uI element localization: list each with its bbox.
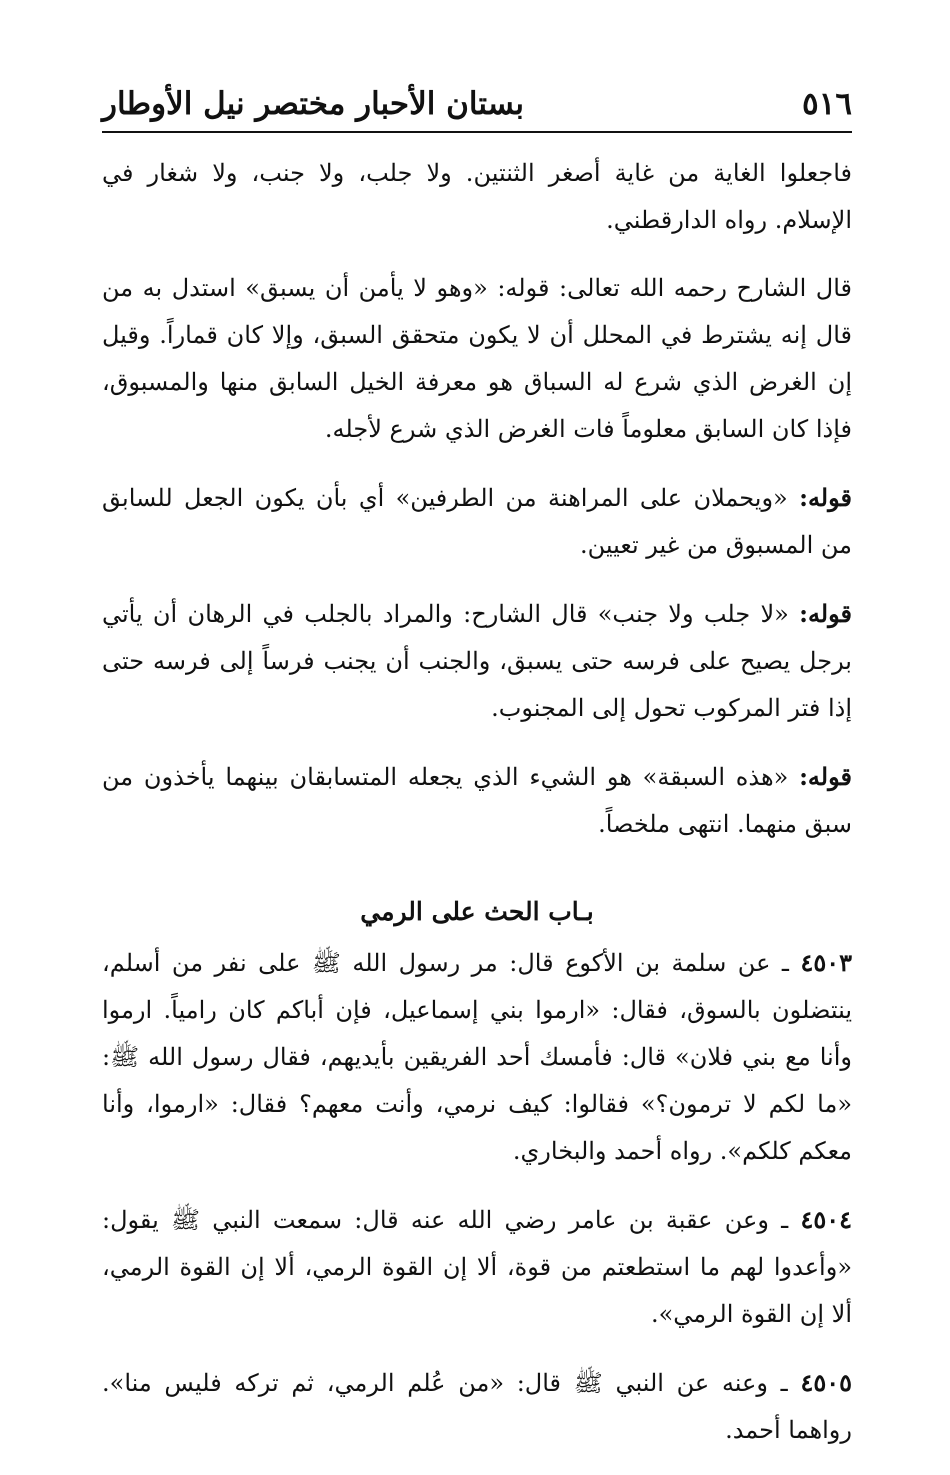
paragraph	[102, 150, 852, 244]
paragraph-text: فاجعلوا الغاية من غاية أصغر الثنتين. ولا جلب، ولا جنب، ولا شغار في الإسلام. رواه الدارقطني.	[102, 159, 852, 234]
running-header	[102, 80, 852, 132]
book-title: بستان الأحبار مختصر نيل الأوطار	[102, 86, 525, 122]
paragraph	[102, 590, 852, 732]
paragraph	[102, 474, 852, 569]
hadith-number: ٤٥٠٥	[800, 1368, 852, 1397]
hadith-entry	[102, 939, 852, 1175]
paragraph-text: «ويحملان على المراهنة من الطرفين» أي بأن يكون الجعل للسابق من المسبوق من غير تعيين.	[102, 484, 852, 559]
header-rule	[102, 131, 852, 133]
paragraph	[102, 265, 852, 453]
paragraph-lead: قوله:	[799, 599, 852, 628]
paragraph-lead: قوله:	[799, 483, 852, 512]
section-heading: بـاب الحث على الرمي	[360, 897, 594, 926]
hadith-number: ٤٥٠٣	[800, 948, 852, 977]
hadith-entry	[102, 1359, 852, 1454]
paragraph-text: «هذه السبقة» هو الشيء الذي يجعله المتسابقان بينهما يأخذون من سبق منهما. انتهى ملخصاً.	[102, 763, 852, 838]
hadith-text: ـ عن سلمة بن الأكوع قال: مر رسول الله ﷺ على نفر من أسلم، ينتضلون بالسوق، فقال: «ارموا بني إسماعيل، فإن أباكم كان رامياً. ارموا وأنا مع بني فلان» قال: فأمسك أحد الفريقين بأيديهم، فقال رسول الله ﷺ: «ما لكم لا ترمون؟» فقالوا: كيف نرمي، وأنت معهم؟ فقال: «ارموا، وأنا معكم كلكم». رواه أحمد والبخاري.	[102, 949, 852, 1165]
paragraph	[102, 753, 852, 848]
hadith-text: ـ وعن عقبة بن عامر رضي الله عنه قال: سمعت النبي ﷺ يقول: «وأعدوا لهم ما استطعتم من قوة، ألا إن القوة الرمي، ألا إن القوة الرمي، ألا إن القوة الرمي».	[102, 1206, 852, 1328]
page-body	[102, 150, 852, 1475]
hadith-number: ٤٥٠٤	[800, 1205, 852, 1234]
paragraph-text: «لا جلب ولا جنب» قال الشارح: والمراد بالجلب في الرهان أن يأتي برجل يصيح على فرسه حتى يسبق، والجنب أن يجنب فرساً إلى فرسه حتى إذا فتر المركوب تحول إلى المجنوب.	[102, 600, 852, 722]
hadith-entry	[102, 1196, 852, 1338]
page-number: ٥١٦	[802, 86, 852, 122]
paragraph-lead: قوله:	[799, 762, 852, 791]
hadith-text: ـ وعنه عن النبي ﷺ قال: «من عُلم الرمي، ثم تركه فليس منا». رواهما أحمد.	[102, 1369, 852, 1444]
paragraph-text: قال الشارح رحمه الله تعالى: قوله: «وهو لا يأمن أن يسبق» استدل به من قال إنه يشترط في المحلل أن لا يكون متحقق السبق، وإلا كان قماراً. وقيل إن الغرض الذي شرع له السباق هو معرفة الخيل السابق منها والمسبوق، فإذا كان السابق معلوماً فات الغرض الذي شرع لأجله.	[102, 274, 852, 443]
